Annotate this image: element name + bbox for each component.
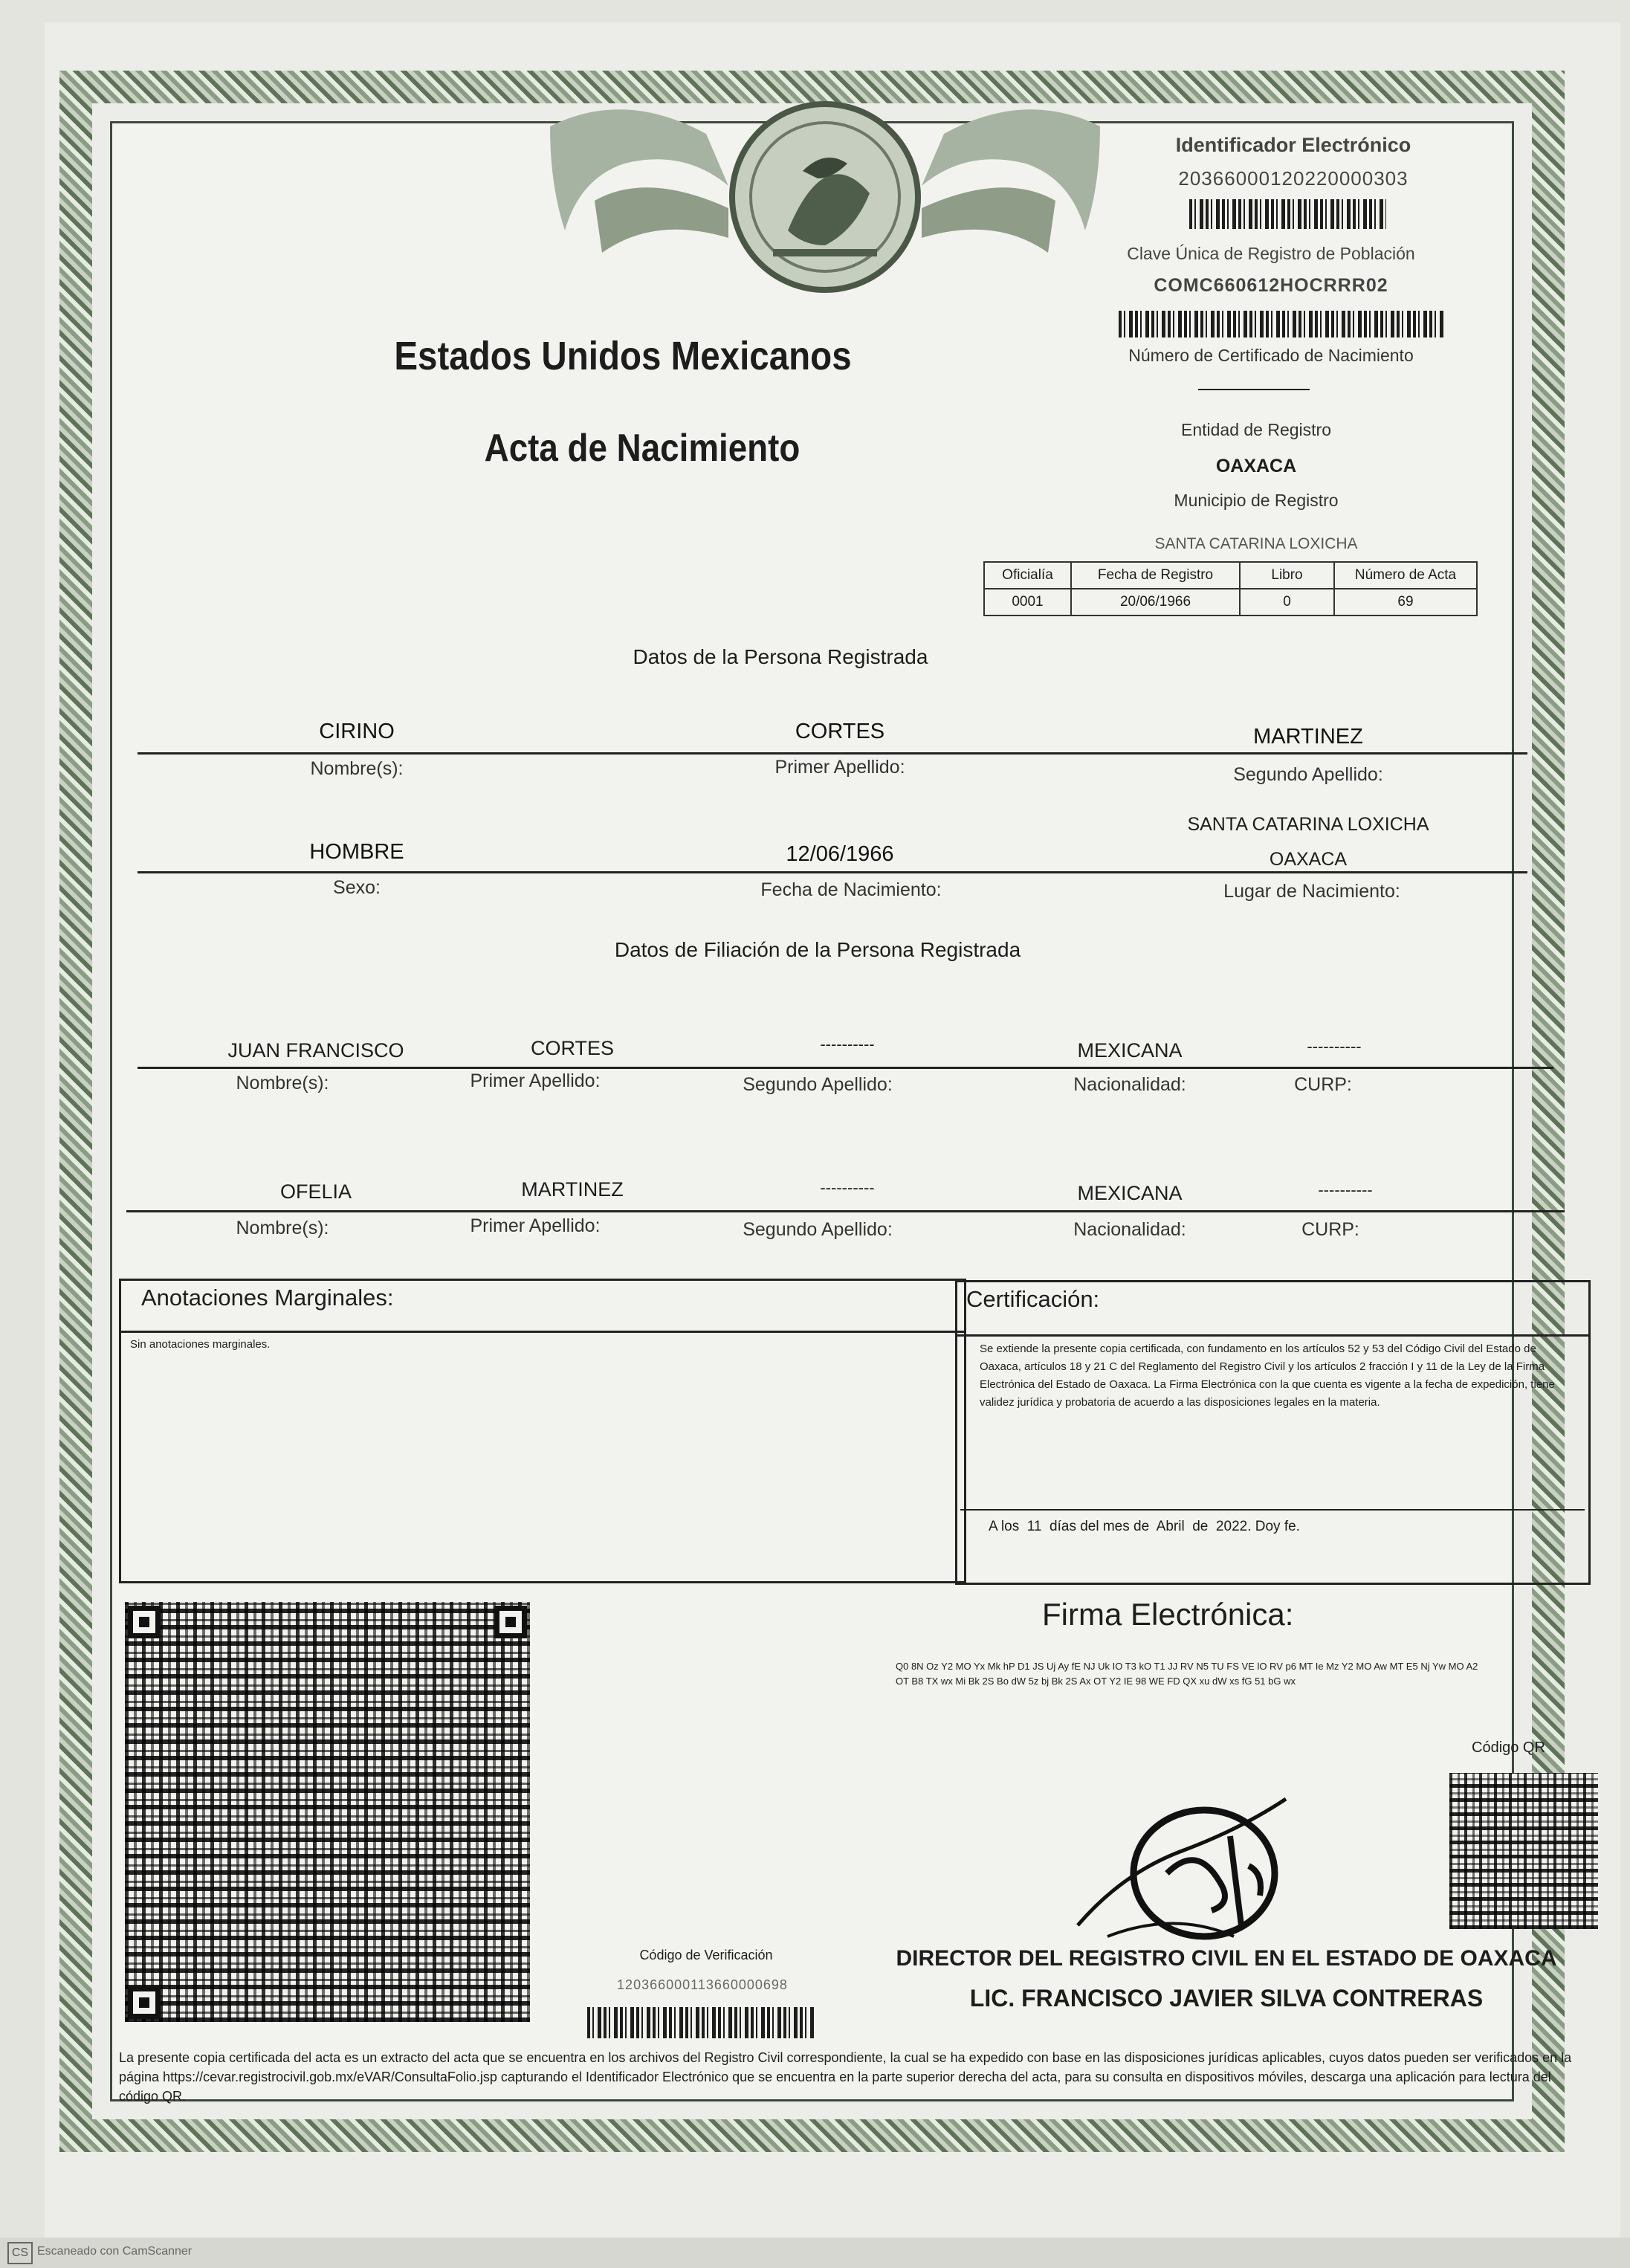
firma-qr-code [1449, 1773, 1598, 1929]
firma-hash: Q0 8N Oz Y2 MO Yx Mk hP D1 JS Uj Ay fE NJ Uk IO T3 kO T1 JJ RV N5 TU FS VE lO RV p6 MT Ie Mz Y2 MO Aw MT E5 Nj Yw MO A2 OT B8 TX wx Mi Bk 2S Bo dW 5z bj Bk 2S Ax OT Y2 IE 98 WE FD QX xu dW xs fG 51 bG wx [896, 1661, 1478, 1687]
curp-barcode [1119, 311, 1446, 337]
label-lugar-nacimiento: Lugar de Nacimiento: [1223, 881, 1400, 902]
divider-line [138, 1067, 1553, 1069]
madre-nacionalidad: MEXICANA [1077, 1182, 1183, 1204]
madre-segundo-apellido: ---------- [820, 1178, 875, 1197]
persona-section-title: Datos de la Persona Registrada [633, 645, 928, 668]
padre-primer-apellido: CORTES [530, 1037, 615, 1059]
padre-nombre: JUAN FRANCISCO [227, 1039, 404, 1062]
certificacion-text: Se extiende la presente copia certificada, con fundamento en los artículos 52 y 53 del Código Civil del Estado de Oaxaca, artículos 18 y 21 C del Reglamento del Registro Civil y los artículos 2 fracción I y 11 de la Ley de la Firma Electrónica del Estado de Oaxaca. La Firma Electrónica con la que cuenta es vigente a la fecha de expedición, tiene validez jurídica y probatoria de acuerdo a las disposiciones legales en la materia. [980, 1343, 1555, 1409]
certificacion-box [955, 1280, 1591, 1585]
cert-number-label: Número de Certificado de Nacimiento [1128, 346, 1414, 365]
certificacion-divider [955, 1334, 1591, 1337]
scanner-strip [0, 2238, 1630, 2268]
table-header: Número de Acta [1334, 562, 1477, 589]
label-padre-nacionalidad: Nacionalidad: [1073, 1074, 1186, 1095]
country-title: Estados Unidos Mexicanos [394, 334, 852, 378]
director-title: DIRECTOR DEL REGISTRO CIVIL EN EL ESTADO DE OAXACA [896, 1946, 1557, 1971]
divider-line [126, 1210, 1565, 1212]
entidad-label: Entidad de Registro [1180, 420, 1331, 439]
firma-title: Firma Electrónica: [1042, 1597, 1294, 1632]
municipio-label: Municipio de Registro [1174, 491, 1339, 510]
label-madre-segundo-apellido: Segundo Apellido: [743, 1219, 893, 1240]
label-madre-nacionalidad: Nacionalidad: [1073, 1219, 1186, 1240]
certificacion-fecha: A los 11 días del mes de Abril de 2022. Doy fe. [989, 1519, 1300, 1534]
persona-nombre: CIRINO [319, 720, 395, 743]
label-sexo: Sexo: [333, 877, 381, 898]
camscanner-logo-icon: CS [7, 2242, 33, 2264]
certificacion-title: Certificación: [966, 1286, 1100, 1312]
label-primer-apellido: Primer Apellido: [774, 757, 905, 778]
anotaciones-divider [119, 1331, 966, 1333]
label-segundo-apellido: Segundo Apellido: [1233, 764, 1383, 785]
label-madre-curp: CURP: [1301, 1219, 1359, 1240]
qr-finder [128, 1606, 161, 1638]
curp-label: Clave Única de Registro de Población [1127, 244, 1415, 263]
padre-nacionalidad: MEXICANA [1077, 1039, 1183, 1062]
signature-icon [1063, 1754, 1316, 1948]
persona-fecha-nacimiento: 12/06/1966 [786, 842, 894, 866]
document-title: Acta de Nacimiento [484, 427, 801, 470]
madre-curp: ---------- [1318, 1180, 1373, 1199]
anotaciones-box [119, 1279, 966, 1583]
madre-nombre: OFELIA [279, 1180, 352, 1203]
id-electronico-value: 20366000120220000303 [1178, 167, 1409, 190]
persona-lugar-2: OAXACA [1269, 849, 1348, 870]
label-padre-primer-apellido: Primer Apellido: [470, 1070, 601, 1091]
label-fecha-nacimiento: Fecha de Nacimiento: [760, 879, 942, 900]
persona-sexo: HOMBRE [309, 840, 404, 864]
divider-line [138, 871, 1527, 873]
table-cell: 69 [1334, 589, 1477, 616]
id-electronico-label: Identificador Electrónico [1175, 134, 1411, 156]
entidad-value: OAXACA [1215, 456, 1297, 476]
table-header: Libro [1240, 562, 1334, 589]
table-cell: 0001 [984, 589, 1071, 616]
divider-line [138, 752, 1527, 755]
persona-primer-apellido: CORTES [795, 720, 885, 743]
table-cell: 0 [1240, 589, 1334, 616]
director-name: LIC. FRANCISCO JAVIER SILVA CONTRERAS [969, 1985, 1484, 2012]
label-padre-nombre: Nombre(s): [236, 1073, 329, 1093]
label-padre-curp: CURP: [1294, 1074, 1352, 1095]
label-padre-segundo-apellido: Segundo Apellido: [743, 1074, 893, 1095]
madre-primer-apellido: MARTINEZ [521, 1178, 624, 1201]
filiacion-section-title: Datos de Filiación de la Persona Registrada [614, 938, 1021, 961]
footer-legal-text: La presente copia certificada del acta es un extracto del acta que se encuentra en los archivos del Registro Civil correspondiente, la cual se ha expedido con base en las disposiciones jurídicas aplicables, cuyos datos pueden ser verificados en la página https://cevar.registrocivil.gob.mx/eVAR/ConsultaFolio.jsp capturando el Identificador Electrónico que se encuentra en la parte superior derecha del acta, para su consulta en dispositivos móviles, descarga una aplicación para lectura del código QR. [119, 2050, 1572, 2104]
anotaciones-title: Anotaciones Marginales: [141, 1285, 394, 1311]
verificacion-label: Código de Verificación [639, 1948, 773, 1962]
table-header: Fecha de Registro [1071, 562, 1240, 589]
certificacion-date-line [960, 1509, 1585, 1511]
municipio-value: SANTA CATARINA LOXICHA [1154, 535, 1358, 552]
national-seal-icon [535, 82, 1115, 305]
persona-segundo-apellido: MARTINEZ [1253, 725, 1363, 749]
persona-lugar-1: SANTA CATARINA LOXICHA [1187, 814, 1429, 835]
label-nombre: Nombre(s): [310, 758, 404, 779]
verificacion-barcode [587, 2007, 814, 2038]
table-cell: 20/06/1966 [1071, 589, 1240, 616]
anotaciones-text: Sin anotaciones marginales. [130, 1338, 271, 1351]
padre-segundo-apellido: ---------- [820, 1035, 875, 1053]
qr-label: Código QR [1472, 1739, 1545, 1756]
label-madre-nombre: Nombre(s): [236, 1218, 329, 1238]
verificacion-value: 120366000113660000698 [617, 1977, 788, 1992]
padre-curp: ---------- [1307, 1037, 1362, 1056]
label-madre-primer-apellido: Primer Apellido: [470, 1215, 601, 1236]
id-barcode [1189, 199, 1386, 229]
qr-finder [128, 1986, 161, 2019]
verification-qr-code [125, 1602, 530, 2022]
table-header: Oficialía [984, 562, 1071, 589]
curp-value: COMC660612HOCRRR02 [1154, 275, 1388, 296]
registro-table [983, 561, 1478, 616]
cert-number-line [1198, 389, 1310, 390]
scanner-watermark: Escaneado con CamScanner [37, 2245, 193, 2258]
qr-finder [494, 1606, 527, 1638]
